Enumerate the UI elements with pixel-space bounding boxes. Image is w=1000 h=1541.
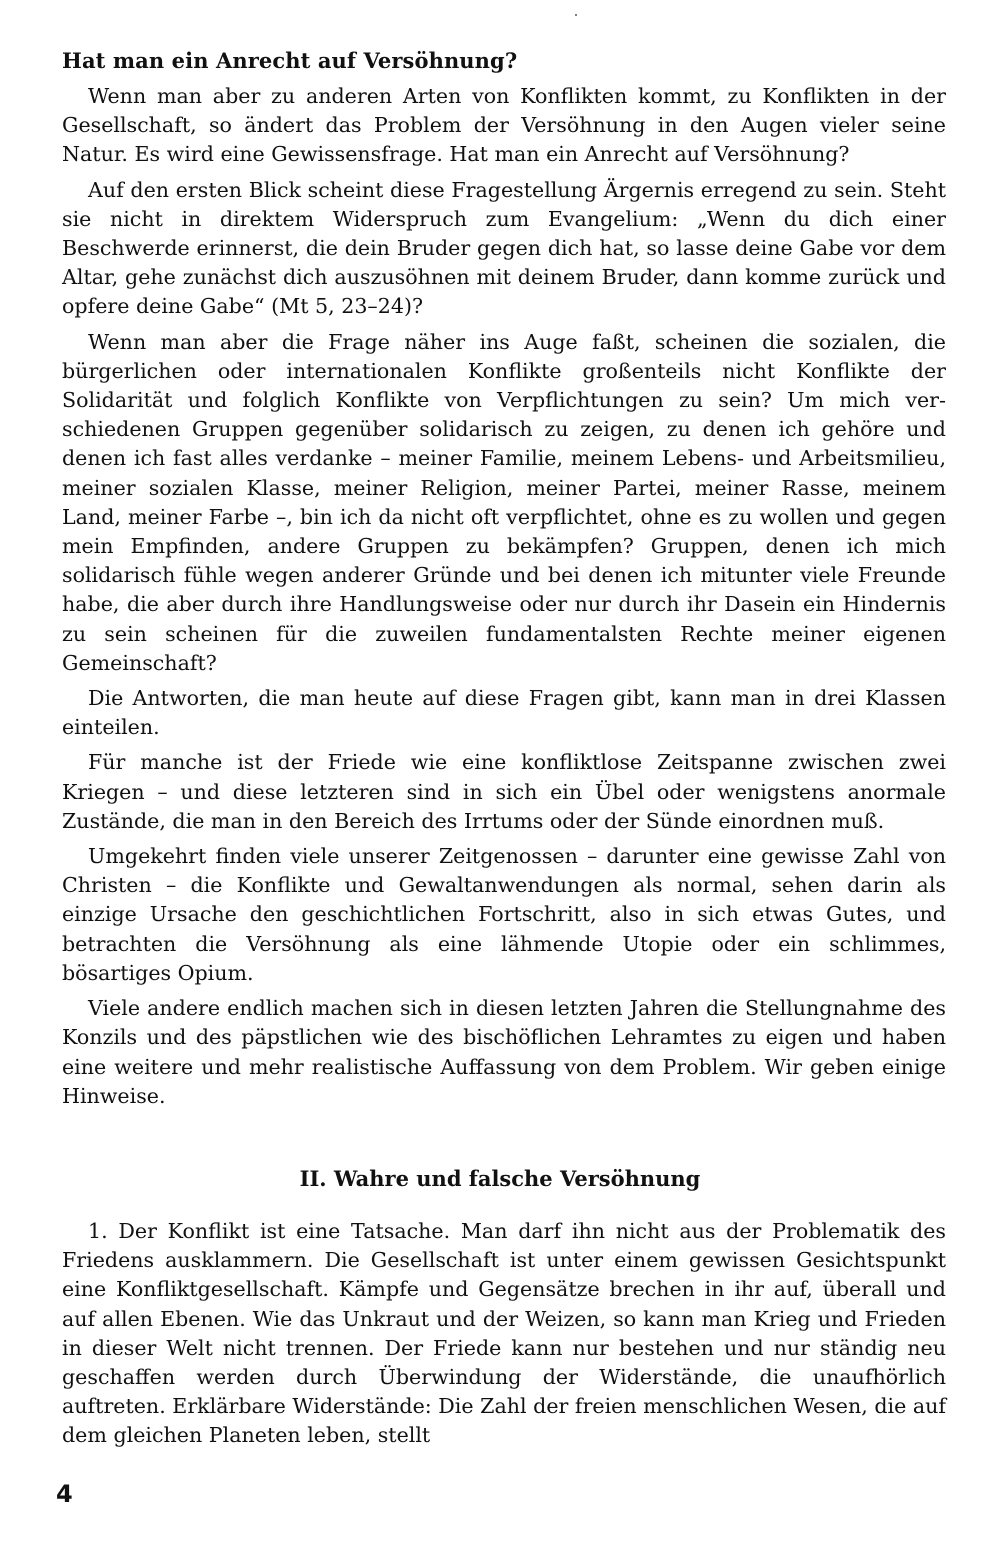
upper-text-block <box>62 48 946 1117</box>
paragraph-7: Viele andere endlich machen sich in diesen letzten Jahren die Stellungnahme des Konzils und des päpstlichen wie des bischöflichen Lehramtes zu eigen und haben eine weitere und mehr realistische Auffassung von dem Problem. Wir geben einige Hinweise. <box>62 996 946 1108</box>
paragraph-5: Für manche ist der Friede wie eine konfliktlose Zeitspanne zwischen zwei Kriegen – und diese letzteren sind in sich ein Übel oder wenigstens anormale Zustände, die man in den Bereich des Irrtums oder der Sünde einordnen muß. <box>62 750 946 833</box>
section-paragraph-1: 1. Der Konflikt ist eine Tatsache. Man darf ihn nicht aus der Problematik des Friedens ausklammern. Die Gesellschaft ist unter einem gewissen Gesichtspunkt eine Konfliktgesellschaft. Kämpfe und Gegensätze brechen in ihr auf, überall und auf allen Ebenen. Wie das Unkraut und der Weizen, so kann man Krieg und Frieden in dieser Welt nicht trennen. Der Friede kann nur bestehen und nur ständig neu geschaffen werden durch Überwindung der Widerstände, die unaufhörlich auftreten. Erklärbare Widerstände: Die Zahl der freien menschlichen Wesen, die auf dem gleichen Planeten leben, stellt <box>62 1219 946 1448</box>
page-number: 4 <box>56 1480 73 1508</box>
lower-text-block <box>62 1217 946 1457</box>
paragraph-3: Wenn man aber die Frage näher ins Auge faßt, scheinen die sozialen, die bürgerlichen oder internationalen Konflikte großenteils nicht Konflikte der Solidarität und folglich Konflikte von Verpflichtungen zu sein? Um mich verschiedenen Gruppen gegenüber solidarisch zu zeigen, zu denen ich gehöre und denen ich fast alles verdanke – meiner Familie, meinem Lebens- und Arbeitsmilieu, meiner sozialen Klasse, meiner Religion, meiner Partei, meiner Rasse, meinem Land, meiner Farbe –, bin ich da nicht oft verpflichtet, ohne es zu wollen und gegen mein Empfinden, andere Gruppen zu bekämpfen? Gruppen, denen ich mich solidarisch fühle wegen anderer Gründe und bei denen ich mitunter viele Freunde habe, die aber durch ihre Handlungsweise oder nur durch ihr Dasein ein Hindernis zu sein scheinen für die zuweilen fundamentalsten Rechte meiner eigenen Gemeinschaft? <box>62 329 946 675</box>
paragraph-4: Die Antworten, die man heute auf diese Fragen gibt, kann man in drei Klassen einteilen. <box>62 686 946 740</box>
paragraph-2: Auf den ersten Blick scheint diese Fragestellung Ärgernis erregend zu sein. Steht sie nicht in direktem Widerspruch zum Evangelium: „Wenn du dich einer Beschwerde erinnerst, die dein Bruder gegen dich hat, so lasse deine Gabe vor dem Altar, gehe zunächst dich auszusöhnen mit deinem Bruder, dann komme zurück und opfere deine Gabe“ (Mt 5, 23–24)? <box>62 177 946 319</box>
paragraph-1: Wenn man aber zu anderen Arten von Konflikten kommt, zu Konflikten in der Gesellschaft, so ändert das Problem der Versöhnung in den Augen vieler seine Natur. Es wird eine Gewissensfrage. Hat man ein Anrecht auf Versöhnung? <box>62 84 946 167</box>
paragraph-6: Umgekehrt finden viele unserer Zeitgenossen – darunter eine gewisse Zahl von Christen – die Konflikte und Gewaltanwendungen als normal, sehen darin als einzige Ursache den geschichtlichen Fortschritt, also in sich etwas Gutes, und betrachten die Versöhnung als eine lähmende Utopie oder ein schlimmes, bösartiges Opium. <box>62 844 946 985</box>
print-speck <box>575 14 577 16</box>
section-heading: II. Wahre und falsche Versöhnung <box>299 1166 701 1191</box>
subsection-heading: Hat man ein Anrecht auf Versöhnung? <box>62 48 518 73</box>
